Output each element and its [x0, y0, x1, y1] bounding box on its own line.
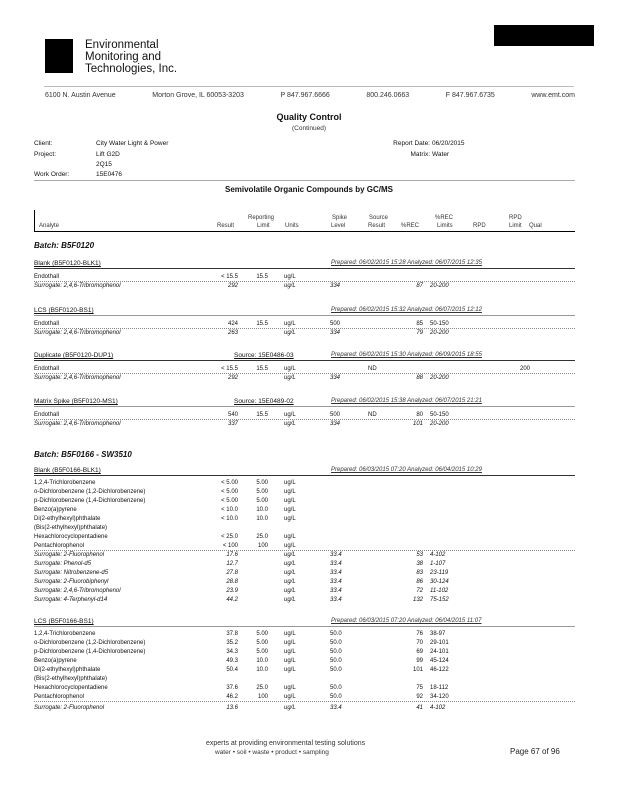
table-row [34, 506, 575, 515]
reporting-limit: 15.5 [256, 274, 268, 280]
percent-rec: 38 [416, 561, 423, 567]
analyte: Surrogate: 2,4,6-Tribromophenol [34, 330, 121, 336]
prepared-analyzed: Prepared: 06/02/2015 15:28 Analyzed: 06/07/2015 12:35 [331, 260, 482, 266]
analyte: Surrogate: 2-Fluorophenol [34, 705, 105, 711]
spike-level: 33.4 [330, 705, 342, 711]
result: 37.6 [226, 685, 238, 691]
rec-limits: 23-119 [430, 570, 449, 576]
percent-rec: 85 [416, 321, 423, 327]
result: 424 [227, 321, 238, 327]
result: < 5.00 [221, 498, 238, 504]
rec-limits: 46-122 [430, 667, 449, 673]
rec-limits: 4-102 [430, 705, 446, 711]
page-subtitle: (Continued) [292, 125, 326, 132]
percent-rec: 80 [416, 412, 423, 418]
col-analyte: Analyte [39, 223, 60, 229]
percent-rec: 83 [416, 570, 423, 576]
percent-rec: 70 [416, 640, 423, 646]
col-rpd: RPD [473, 223, 486, 229]
units: ug/L [284, 274, 296, 280]
reporting-limit: 5.00 [256, 498, 268, 504]
percent-rec: 87 [416, 283, 423, 289]
table-row [34, 411, 575, 420]
units: ug/L [284, 667, 296, 673]
analyte: Surrogate: 2,4,6-Tribromophenol [34, 375, 121, 381]
meta-divider [34, 180, 575, 181]
spike-level: 334 [330, 330, 341, 336]
table-row [34, 282, 575, 291]
reporting-limit: 15.5 [256, 366, 268, 372]
table-row [34, 479, 575, 488]
rec-limits: 20-200 [430, 375, 449, 381]
analyte: Surrogate: 2-Fluorobiphenyl [34, 579, 109, 585]
company-logo [45, 39, 73, 73]
spike-level: 500 [330, 321, 341, 327]
result: < 10.0 [221, 507, 238, 513]
table-row [34, 657, 575, 666]
analyte: 1,2,4-Trichlorobenzene [34, 480, 96, 486]
table-body [34, 479, 575, 605]
percent-rec: 79 [416, 330, 423, 336]
percent-rec: 86 [416, 579, 423, 585]
prepared-analyzed: Prepared: 06/02/2015 15:32 Analyzed: 06/07/2015 12:12 [331, 307, 482, 313]
table-row [34, 542, 575, 551]
group-header [34, 617, 575, 627]
reporting-limit: 100 [257, 694, 268, 700]
col-spike-level-2: Level [331, 223, 346, 229]
analyte: Surrogate: 2,4,6-Tribromophenol [34, 283, 121, 289]
company-name-line-2: Monitoring and [85, 51, 162, 64]
analyte: (Bis(2-ethylhexyl)phthalate) [34, 525, 108, 531]
prepared-analyzed: Prepared: 06/02/2015 15:30 Analyzed: 06/09/2015 18:55 [331, 352, 482, 358]
spike-level: 334 [330, 421, 341, 427]
footer-services: water • soil • waste • product • sampling [215, 749, 329, 756]
result: < 15.5 [221, 366, 238, 372]
spike-level: 50.0 [330, 685, 342, 691]
table-row [34, 560, 575, 569]
result: 292 [227, 283, 238, 289]
analyte: Hexachlorocyclopentadiene [34, 534, 108, 540]
result: 292 [227, 375, 238, 381]
table-row [34, 524, 575, 533]
percent-rec: 101 [412, 421, 423, 427]
percent-rec: 99 [416, 658, 423, 664]
qc-group-duplicate [34, 351, 575, 383]
col-rpd-limit-2: Limit [509, 223, 522, 229]
table-row [34, 587, 575, 596]
toll-free-number: 800.246.0663 [366, 92, 410, 99]
spike-level: 500 [330, 412, 341, 418]
result: 44.2 [226, 597, 238, 603]
analyte: Surrogate: 2,4,6-Tribromophenol [34, 588, 121, 594]
analyte: Surrogate: 2,4,6-Tribromophenol [34, 421, 121, 427]
phone-number: P 847.967.6666 [280, 92, 330, 99]
units: ug/L [284, 421, 296, 427]
spike-level: 50.0 [330, 667, 342, 673]
reporting-limit: 5.00 [256, 480, 268, 486]
group-name: Matrix Spike (B5F0120-MS1) [34, 398, 118, 405]
client-value: City Water Light & Power [96, 140, 169, 147]
units: ug/L [284, 705, 296, 711]
units: ug/L [284, 412, 296, 418]
rec-limits: 4-102 [430, 552, 446, 558]
spike-level: 50.0 [330, 658, 342, 664]
rec-limits: 24-101 [430, 649, 449, 655]
spike-level: 33.4 [330, 597, 342, 603]
reporting-limit: 10.0 [256, 516, 268, 522]
units: ug/L [284, 649, 296, 655]
units: ug/L [284, 685, 296, 691]
reporting-limit: 25.0 [256, 534, 268, 540]
analyte: Di(2-ethylhexyl)phthalate [34, 516, 101, 522]
result: 49.3 [226, 658, 238, 664]
col-rpd-limit-1: RPD [509, 215, 522, 221]
analyte: Surrogate: Nitrobenzene-d5 [34, 570, 109, 576]
col-result: Result [217, 223, 235, 229]
table-row [34, 666, 575, 675]
reporting-limit: 5.00 [256, 631, 268, 637]
project-label: Project: [34, 151, 57, 158]
rec-limits: 1-107 [430, 561, 446, 567]
table-row [34, 533, 575, 542]
company-name-line-1: Environmental [85, 39, 159, 51]
group-header [34, 259, 575, 269]
table-row [34, 551, 575, 560]
col-rec: %REC [401, 223, 420, 229]
col-reporting-limit-2: Limit [257, 223, 270, 229]
analyte: Endothall [34, 274, 60, 280]
rec-limits: 75-152 [430, 597, 449, 603]
group-header [34, 397, 575, 407]
table-row [34, 365, 575, 374]
table-row [34, 578, 575, 587]
table-row [34, 320, 575, 329]
units: ug/L [284, 489, 296, 495]
units: ug/L [284, 570, 296, 576]
result: < 10.0 [221, 516, 238, 522]
table-row [34, 488, 575, 497]
group-header [34, 351, 575, 361]
col-source-result-1: Source [369, 215, 389, 221]
units: ug/L [284, 640, 296, 646]
group-name: Blank (B5F0120-BLK1) [34, 260, 101, 267]
reporting-limit: 5.00 [256, 649, 268, 655]
rec-limits: 11-102 [430, 588, 449, 594]
percent-rec: 76 [416, 631, 423, 637]
rec-limits: 20-200 [430, 421, 449, 427]
report-date-label: Report Date: [393, 140, 430, 147]
analyte: Pentachlorophenol [34, 694, 85, 700]
table-row [34, 497, 575, 506]
client-label: Client: [34, 140, 53, 147]
spike-level: 33.4 [330, 579, 342, 585]
percent-rec: 53 [416, 552, 423, 558]
page-title: Quality Control [276, 112, 342, 122]
units: ug/L [284, 561, 296, 567]
group-header [34, 306, 575, 316]
units: ug/L [284, 597, 296, 603]
result: 35.2 [226, 640, 238, 646]
rpd-limit: 200 [520, 366, 531, 372]
source-result: ND [368, 366, 377, 372]
company-name [85, 39, 177, 76]
analyte: Hexachlorocyclopentadiene [34, 685, 108, 691]
col-reporting-limit-1: Reporting [248, 215, 275, 221]
table-body [34, 630, 575, 713]
spike-level: 50.0 [330, 694, 342, 700]
prepared-analyzed: Prepared: 06/03/2015 07:20 Analyzed: 06/04/2015 10:29 [331, 467, 482, 473]
result: 23.9 [226, 588, 238, 594]
prepared-analyzed: Prepared: 06/03/2015 07:20 Analyzed: 06/04/2015 11:07 [331, 618, 482, 624]
result: 263 [227, 330, 238, 336]
reporting-limit: 100 [257, 543, 268, 549]
units: ug/L [284, 543, 296, 549]
redaction-block [494, 25, 594, 46]
result: < 100 [222, 543, 238, 549]
rec-limits: 30-124 [430, 579, 449, 585]
result: 46.2 [226, 694, 238, 700]
table-row [34, 684, 575, 693]
reporting-limit: 5.00 [256, 489, 268, 495]
spike-level: 50.0 [330, 631, 342, 637]
reporting-limit: 10.0 [256, 507, 268, 513]
analyte: p-Dichlorobenzene (1,4-Dichlorobenzene) [34, 498, 146, 504]
result: 337 [227, 421, 238, 427]
analyte: (Bis(2-ethylhexyl)phthalate) [34, 676, 108, 682]
units: ug/L [284, 552, 296, 558]
spike-level: 33.4 [330, 570, 342, 576]
rec-limits: 34-120 [430, 694, 449, 700]
analyte: Benzo(a)pyrene [34, 658, 77, 664]
table-row [34, 420, 575, 429]
matrix-value: Water [432, 151, 450, 158]
result: < 25.0 [221, 534, 238, 540]
analyte: o-Dichlorobenzene (1,2-Dichlorobenzene) [34, 640, 146, 646]
result: < 5.00 [221, 480, 238, 486]
analyte: Endothall [34, 366, 60, 372]
result: 34.3 [226, 649, 238, 655]
result: 50.4 [226, 667, 238, 673]
section-title: Semivolatile Organic Compounds by GC/MS [224, 185, 394, 194]
analyte: Surrogate: Phenol-d5 [34, 561, 92, 567]
percent-rec: 75 [416, 685, 423, 691]
col-units: Units [285, 223, 299, 229]
percent-rec: 69 [416, 649, 423, 655]
col-spike-level-1: Spike [332, 215, 348, 221]
percent-rec: 41 [416, 705, 423, 711]
table-row [34, 704, 575, 713]
units: ug/L [284, 498, 296, 504]
table-row [34, 630, 575, 639]
spike-level: 33.4 [330, 561, 342, 567]
percent-rec: 92 [416, 694, 423, 700]
reporting-limit: 5.00 [256, 640, 268, 646]
prepared-analyzed: Prepared: 06/02/2015 15:38 Analyzed: 06/07/2015 21:21 [331, 398, 482, 404]
spike-level: 50.0 [330, 640, 342, 646]
matrix-label: Matrix: [410, 151, 430, 158]
table-row [34, 639, 575, 648]
spike-level: 334 [330, 375, 341, 381]
group-name: LCS (B5F0166-BS1) [34, 618, 94, 625]
qc-group-blank [34, 259, 575, 291]
result: < 5.00 [221, 489, 238, 495]
qc-group-lcs [34, 306, 575, 338]
reporting-limit: 10.0 [256, 667, 268, 673]
units: ug/L [284, 658, 296, 664]
spike-level: 33.4 [330, 552, 342, 558]
analyte: Endothall [34, 321, 60, 327]
table-header [34, 210, 575, 232]
group-name: Duplicate (B5F0120-DUP1) [34, 352, 114, 359]
page-number: Page 67 of 96 [510, 747, 560, 756]
spike-level: 334 [330, 283, 341, 289]
work-order-label: Work Order: [34, 171, 70, 178]
rec-limits: 29-101 [430, 640, 449, 646]
spike-level: 50.0 [330, 649, 342, 655]
result: 28.8 [226, 579, 238, 585]
reporting-limit: 10.0 [256, 658, 268, 664]
analyte: o-Dichlorobenzene (1,2-Dichlorobenzene) [34, 489, 146, 495]
table-row [34, 648, 575, 657]
rec-limits: 50-150 [430, 321, 449, 327]
result: 13.6 [226, 705, 238, 711]
table-row [34, 675, 575, 684]
rec-limits: 20-200 [430, 330, 449, 336]
units: ug/L [284, 480, 296, 486]
project-value: Lift G2D [96, 151, 120, 158]
col-rec-limits-1: %REC [435, 215, 454, 221]
work-order-value: 15E0476 [96, 171, 123, 178]
units: ug/L [284, 579, 296, 585]
col-source-result-2: Result [368, 223, 386, 229]
company-name-line-3: Technologies, Inc. [85, 63, 178, 76]
analyte: Di(2-ethylhexyl)phthalate [34, 667, 101, 673]
analyte: 1,2,4-Trichlorobenzene [34, 631, 96, 637]
rec-limits: 18-112 [430, 685, 449, 691]
website-url: www.emt.com [531, 92, 575, 99]
reporting-limit: 15.5 [256, 321, 268, 327]
reporting-limit: 15.5 [256, 412, 268, 418]
rec-limits: 38-97 [430, 631, 446, 637]
percent-rec: 88 [416, 375, 423, 381]
project-value-2: 2Q15 [96, 161, 112, 168]
source-sample: Source: 15E0489-02 [234, 398, 294, 405]
result: 540 [227, 412, 238, 418]
units: ug/L [284, 366, 296, 372]
spike-level: 33.4 [330, 588, 342, 594]
units: ug/L [284, 507, 296, 513]
qc-group-matrix-spike [34, 397, 575, 429]
batch-heading: Batch: B5F0166 - SW3510 [34, 450, 132, 459]
analyte: p-Dichlorobenzene (1,4-Dichlorobenzene) [34, 649, 146, 655]
percent-rec: 132 [412, 597, 423, 603]
col-qual: Qual [529, 223, 542, 229]
source-result: ND [368, 412, 377, 418]
fax-number: F 847.967.6735 [445, 92, 495, 99]
group-name: Blank (B5F0166-BLK1) [34, 467, 101, 474]
report-date-value: 06/20/2015 [432, 140, 465, 147]
analyte: Endothall [34, 412, 60, 418]
rec-limits: 45-124 [430, 658, 449, 664]
source-sample: Source: 15E0486-03 [234, 352, 294, 359]
units: ug/L [284, 694, 296, 700]
units: ug/L [284, 534, 296, 540]
batch-heading: Batch: B5F0120 [34, 241, 95, 250]
table-row [34, 329, 575, 338]
table-row [34, 596, 575, 605]
table-row [34, 569, 575, 578]
qc-group-blank [34, 466, 575, 605]
table-row [34, 374, 575, 383]
units: ug/L [284, 330, 296, 336]
qc-group-lcs [34, 617, 575, 713]
table-row [34, 693, 575, 702]
result: 27.8 [226, 570, 238, 576]
result: 17.6 [226, 552, 238, 558]
analyte: Surrogate: 2-Fluorophenol [34, 552, 105, 558]
analyte: Pentachlorophenol [34, 543, 85, 549]
units: ug/L [284, 631, 296, 637]
units: ug/L [284, 321, 296, 327]
header-divider [44, 86, 574, 87]
table-row [34, 273, 575, 282]
company-address [45, 92, 575, 99]
percent-rec: 101 [412, 667, 423, 673]
units: ug/L [284, 283, 296, 289]
reporting-limit: 25.0 [256, 685, 268, 691]
units: ug/L [284, 588, 296, 594]
group-header [34, 466, 575, 476]
result: 37.8 [226, 631, 238, 637]
city-state-zip: Morton Grove, IL 60053-3203 [152, 92, 244, 99]
analyte: Surrogate: 4-Terphenyl-d14 [34, 597, 108, 603]
percent-rec: 72 [416, 588, 423, 594]
rec-limits: 20-200 [430, 283, 449, 289]
street-address: 6100 N. Austin Avenue [45, 92, 116, 99]
result: 12.7 [226, 561, 238, 567]
analyte: Benzo(a)pyrene [34, 507, 77, 513]
col-rec-limits-2: Limits [437, 223, 453, 229]
footer-tagline: experts at providing environmental testing solutions [206, 740, 366, 747]
units: ug/L [284, 516, 296, 522]
units: ug/L [284, 375, 296, 381]
group-name: LCS (B5F0120-BS1) [34, 307, 94, 314]
table-row [34, 515, 575, 524]
result: < 15.5 [221, 274, 238, 280]
rec-limits: 50-150 [430, 412, 449, 418]
